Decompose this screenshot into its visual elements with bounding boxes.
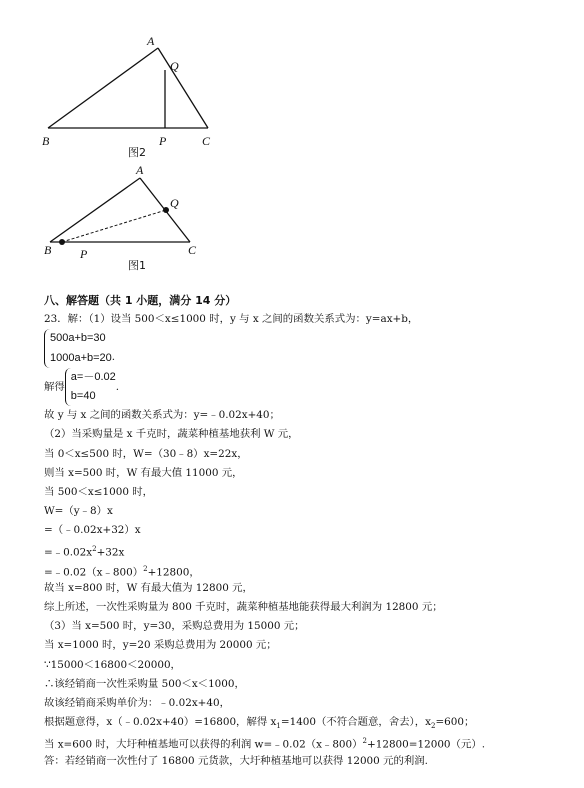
label-q: Q [170, 59, 179, 73]
brace-icon [65, 368, 71, 406]
solution-text [44, 291, 576, 771]
equation-system-1: 500a+b=30 1000a+b=20 . [44, 329, 576, 367]
label-p: P [80, 247, 88, 261]
solution-line: 综上所述，一次性采购量为 800 千克时，蔬菜种植基地能获得最大利润为 12800 元； [44, 601, 443, 614]
figure-caption: 图2 [128, 146, 146, 158]
solution-line: 当 500＜x≤1000 时， [44, 485, 154, 498]
solution-line: 当 0＜x≤500 时，W=（30﹣8）x=22x， [44, 447, 248, 460]
brace-icon [44, 329, 50, 367]
label-a: A [136, 163, 144, 177]
solution-line: （3）当 x=500 时，y=30，采购总费用为 15000 元； [44, 620, 305, 633]
label-c: C [202, 134, 211, 148]
solution-line: 故当 x=800 时，W 有最大值为 12800 元， [44, 581, 253, 594]
solution-line: 根据题意得，x（﹣0.02x+40）=16800，解得 $x_1=1400$（不符合题意，舍去），$x_2=600$； [44, 716, 475, 731]
solution-line: $=﹣0.02x^2+32x$ [44, 545, 125, 559]
triangle-abc-figure-2 [48, 48, 208, 128]
solution-line: W=（y﹣8）x [44, 505, 113, 518]
solution-line: 则当 x=500 时，W 有最大值 11000 元， [44, 466, 243, 479]
solution-line: 故 y 与 x 之间的函数关系式为：y=﹣0.02x+40； [44, 409, 280, 422]
equation-system: a=－0.02 b=40 [65, 368, 116, 406]
solution-line: 当 x=600 时，大圩种植基地可以获得的利润 w=﹣0.02（x﹣800）$^2$+12800=12000（元）. [44, 737, 486, 751]
point-q [163, 207, 169, 213]
dashed-segment-pq [62, 210, 166, 242]
label-b: B [44, 243, 52, 257]
solution-line: 23．解：（1）设当 500＜x≤1000 时，y 与 x 之间的函数关系式为：y=ax+b， [44, 313, 419, 326]
equation-system-2: 解得 a=－0.02 b=40 . [44, 368, 576, 406]
solution-line: =（﹣0.02x+32）x [44, 524, 141, 537]
answer-line: 答：若经销商一次性付了 16800 元货款，大圩种植基地可以获得 12000 元的利润. [44, 754, 428, 767]
label-a: A [147, 34, 155, 48]
section-heading: 八、解答题（共 1 小题，满分 14 分） [44, 294, 237, 307]
figure-caption: 图1 [128, 259, 146, 272]
label-q: Q [170, 196, 179, 210]
equation-system: 500a+b=30 1000a+b=20 [44, 329, 112, 367]
solution-line: 当 x=1000 时，y=20 采购总费用为 20000 元； [44, 639, 277, 652]
label-b: B [42, 134, 50, 148]
figure-1 [0, 162, 260, 272]
solution-line: 故该经销商采购单价为：﹣0.02x+40， [44, 696, 230, 709]
solution-line: =﹣0.02（x﹣800）$^2$+12800， [44, 564, 200, 579]
label-c: C [188, 243, 197, 257]
solution-line: （2）当采购量是 x 千克时，蔬菜种植基地获利 W 元， [44, 428, 299, 441]
label-p: P [159, 134, 167, 148]
figure-2 [0, 28, 260, 158]
solution-line: ∴该经销商一次性采购量 500＜x＜1000， [44, 677, 245, 690]
point-p [59, 239, 65, 245]
solution-line: ∵15000＜16800＜20000， [44, 658, 181, 671]
